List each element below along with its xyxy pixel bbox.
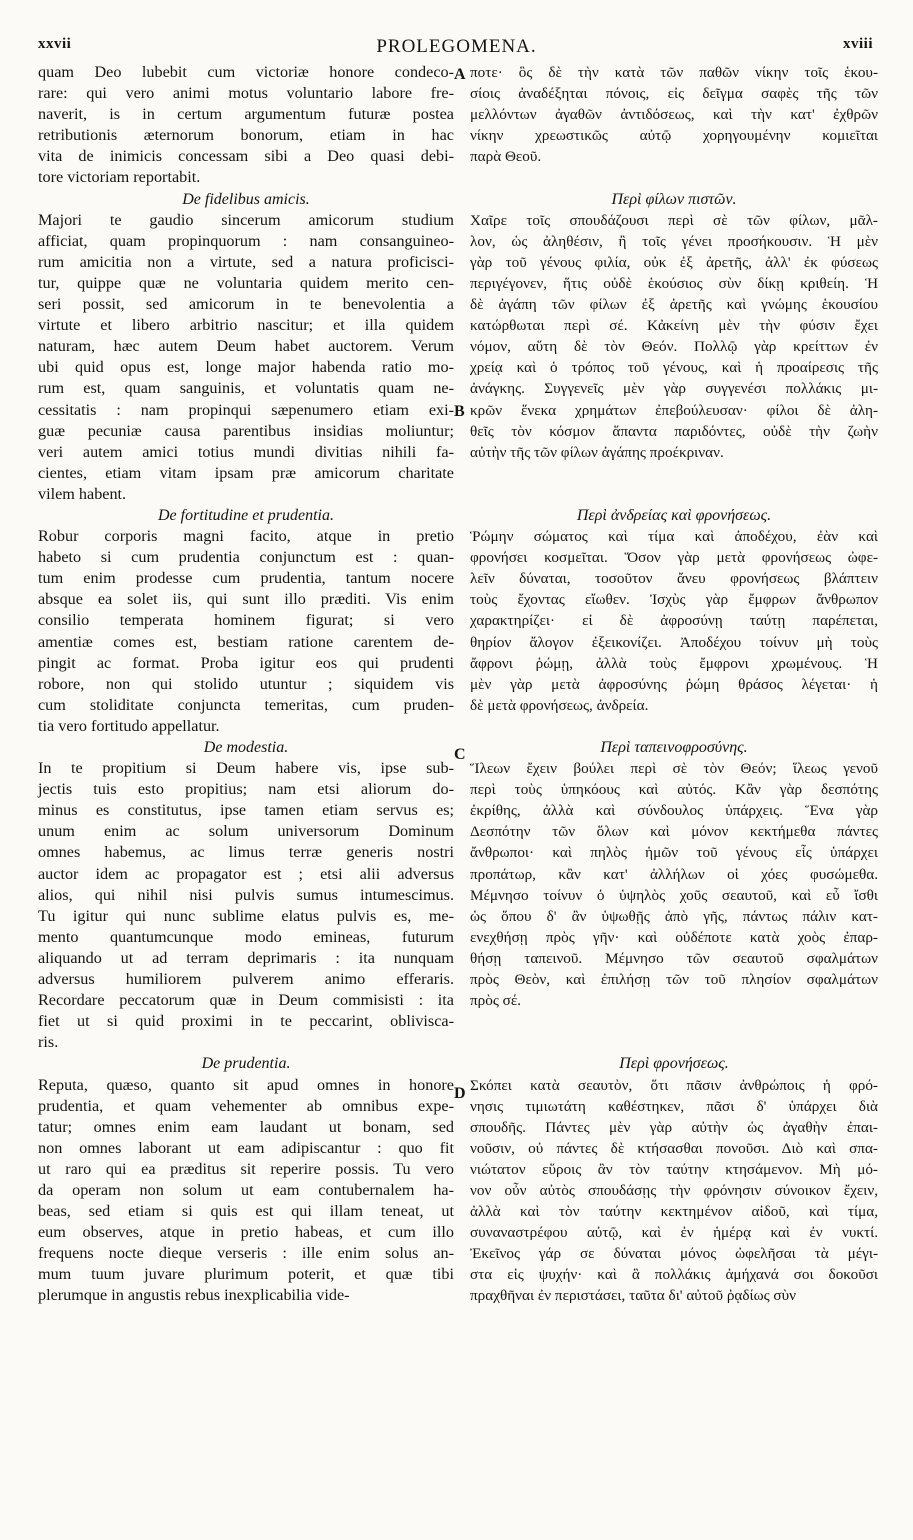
- text-line: guæ pecuniæ causa parentibus insidias moliuntur;: [38, 421, 454, 440]
- text-line: νοῦσιν, οὐ πάντες δὲ κτήσασθαι πονοῦσι. Διὸ καὶ σπα-: [470, 1139, 878, 1157]
- text-line: χαρακτηρίζει· εἰ δὲ ἀφροσύνῃ ταύτῃ παρέπεται,: [470, 612, 878, 630]
- text-line: habeto si cum prudentia conjunctum est : quan-: [38, 548, 454, 567]
- text-line: rum est, quam sanguinis, et voluntatis quam ne-: [38, 379, 454, 398]
- text-line: Δεσπότην τῶν ὅλων καὶ μόνον κεκτήμεθα πάντες: [470, 823, 878, 841]
- text-line: θήσῃ ταπεινοῦ. Μέμνησο τῶν σεαυτοῦ σφαλμάτων: [470, 949, 878, 967]
- section-heading: Περὶ φρονήσεως.: [619, 1055, 729, 1073]
- text-line: κρῶν ἕνεκα χρημάτων ἐπεβούλευσαν· φίλοι δὲ ἀλη-: [470, 401, 878, 419]
- text-line: πρὸς Θεὸν, καὶ ἐπιλήσῃ τῶν τοῦ πλησίον σφαλμάτων: [470, 971, 878, 989]
- section-heading: De prudentia.: [201, 1055, 291, 1073]
- section-gap: [470, 1011, 878, 1032]
- text-line: Tu igitur qui nunc sublime elatus pulvis es, me-: [38, 906, 454, 925]
- text-line: νίκην χρεωστικῶς αὐτῷ χορηγουμένην κομιεῖται: [470, 127, 878, 145]
- text-line: ἐκρίθης, ἀλλὰ καὶ σύνδουλος ὑπάρχεις. Ἕνα γὰρ: [470, 802, 878, 820]
- margin-marker-c: C: [454, 746, 466, 763]
- text-line: frequens nocte dieque verseris : ille enim solus an-: [38, 1244, 454, 1263]
- text-line: Μέμνησο τοίνυν ὁ ὑψηλὸς χοῦς σεαυτοῦ, καὶ εὖ ἴσθι: [470, 886, 878, 904]
- text-line: σίοις ἀναδέξηται πόνοις, εἰς δεῖγμα σαφὲς τῆς τῶν: [470, 85, 878, 103]
- text-line: mento quantumcunque modo emineas, futurum: [38, 927, 454, 946]
- text-line: ὡς ὅπου δ' ἂν ὑψωθῇς ἀπὸ γῆς, πάντως πάλιν κατ-: [470, 907, 878, 925]
- text-line: plerumque in angustis rebus inexplicabilia vide-: [38, 1286, 350, 1305]
- text-line: νησις τιμιωτάτη καθέστηκεν, πᾶσι δ' ὑπάρχει διὰ: [470, 1097, 878, 1115]
- text-line: adversus humiliorem pulverem animo efferaris.: [38, 970, 454, 989]
- section-heading: Περὶ ἀνδρείας καὶ φρονήσεως.: [576, 506, 772, 524]
- section-heading: Περὶ ταπεινοφροσύνης.: [600, 739, 748, 756]
- text-line: συναναστρέφου αὐτῷ, καὶ ἐν ἡμέρᾳ καὶ ἐν νυκτί.: [470, 1224, 878, 1242]
- greek-column: [470, 62, 878, 1307]
- text-line: prudentia, et quam vehementer ab omnibus expe-: [38, 1096, 454, 1115]
- text-line: χρείᾳ καὶ ὁ τρόπος τοῦ γένους, καὶ ἡ προαίρεσις τῆς: [470, 359, 878, 377]
- text-line: παρὰ Θεοῦ.: [470, 148, 542, 166]
- text-line: μὲν γὰρ μετὰ ἀφροσύνης ῥώμη θράσος λέγεται· ἡ: [470, 675, 878, 693]
- text-line: ut raro qui ea præditus sit reperire possis. Tu vero: [38, 1159, 454, 1178]
- text-line: λεῖν δύναται, τοσοῦτον ἄνευ φρονήσεως βλάπτειν: [470, 570, 878, 588]
- text-line: absque ea solet iis, qui sunt illo præditi. Vis enim: [38, 590, 454, 609]
- page-number-right: xviii: [842, 36, 873, 52]
- text-line: alios, qui nihil nisi pulvis sumus intumescimus.: [38, 885, 454, 904]
- text-line: γὰρ τοῦ γένους φιλία, οὐκ ἐξ ἀρετῆς, ἀλλ' ἐκ φύσεως: [470, 253, 878, 271]
- text-line: Ἵλεων ἔχειν βούλει περὶ σὲ τὸν Θεόν; ἵλεως γενοῦ: [470, 760, 878, 778]
- text-line: aliquando ut ad terram deprimaris : ita nunquam: [38, 948, 454, 967]
- running-title: PROLEGOMENA.: [376, 36, 537, 57]
- text-line: tore victoriam reportabit.: [38, 168, 201, 187]
- text-line: afficiat, quam propinquorum : nam consanguineo-: [38, 231, 454, 250]
- section-heading: Περὶ φίλων πιστῶν.: [611, 190, 737, 208]
- text-line: tia vero fortitudo appellatur.: [38, 716, 220, 735]
- text-line: φρονήσει κοσμεῖται. Ὅσον γὰρ μετὰ φρονήσεως ὠφε-: [470, 549, 878, 567]
- text-line: In te propitium si Deum habere vis, ipse sub-: [38, 759, 454, 778]
- text-line: amentiæ comes est, bestiam ratione carentem de-: [38, 632, 454, 651]
- text-line: ἄφρονι ῥώμῃ, ἀλλὰ τοὺς ἔμφρονι χρωμένους. Ἡ: [470, 654, 878, 672]
- text-line: στα εἰς ψυχήν· καὶ ἃ πολλάκις ἀμήχανά σοι δοκοῦσι: [470, 1266, 878, 1284]
- section-gap: [470, 167, 878, 188]
- text-line: Robur corporis magni facito, atque in pretio: [38, 527, 454, 546]
- text-line: ποτε· ὃς δὲ τὴν κατὰ τῶν παθῶν νίκην τοῖς ἑκου-: [470, 64, 878, 81]
- text-line: πραχθῆναι ἐν περιστάσει, ταῦτα δι' αὐτοῦ ῥᾳδίως σὺν: [470, 1287, 796, 1305]
- text-line: auctor idem ac propagator est ; etsi alii adversus: [38, 864, 454, 883]
- text-line: ubi quid opus est, longe major habenda ratio mo-: [38, 358, 454, 377]
- text-line: cum stoliditate conjuncta temeritas, cum pruden-: [38, 695, 454, 714]
- text-line: νιώτατον εὕροις ἂν τὸν ταύτην κτησάμενον. Μὴ μό-: [470, 1160, 878, 1178]
- text-line: νόμον, αὕτη δὲ τὸν Θεόν. Πολλῷ γὰρ κρείττων ἐν: [470, 338, 878, 356]
- text-line: τοὺς ἔχοντας εἴωθεν. Ἰσχὺς γὰρ ἔμφρων ἄνθρωπον: [470, 591, 878, 609]
- margin-marker-a: A: [454, 66, 466, 83]
- text-line: ris.: [38, 1033, 59, 1052]
- text-line: Χαῖρε τοῖς σπουδάζουσι περὶ σὲ τῶν φίλων, μᾶλ-: [470, 211, 878, 229]
- text-line: αὐτὴν τῆς τῶν φίλων ἀγάπης προέκριναν.: [470, 443, 724, 461]
- text-line: vita de inimicis concessam sibi a Deo quasi debi-: [38, 147, 454, 166]
- text-line: λον, ὡς ἀληθέσιν, ἢ τοῖς γένει προσήκουσιν. Ἡ μὲν: [470, 232, 878, 250]
- text-line: περιγέγονεν, ἥτις οὐδὲ ἑκούσιος σὺν δίκῃ κριθείη. Ἡ: [470, 274, 878, 292]
- text-line: veri autem amici totius mundi divitias nihili fa-: [38, 442, 454, 461]
- section-gap: [470, 484, 878, 505]
- text-line: beas, sed etiam si quis est qui illam teneat, ut: [38, 1202, 454, 1221]
- text-line: unum enim ac solum universorum Dominum: [38, 822, 454, 841]
- section-gap: [470, 716, 878, 737]
- text-line: robore, non qui stolido utuntur ; siquidem vis: [38, 674, 454, 693]
- text-line: non omnes laborant ut eam adipiscantur : quo fit: [38, 1138, 454, 1157]
- text-line: μελλόντων ἀγαθῶν ἀντιδόσεως, καὶ τὴν κατ' ἐχθρῶν: [470, 106, 878, 124]
- text-line: mum tuum juvare plurimum poterit, et quæ tibi: [38, 1265, 454, 1284]
- text-line: quam Deo lubebit cum victoriæ honore condeco-: [38, 63, 454, 81]
- section-gap: [470, 1032, 878, 1053]
- text-line: eum observes, atque in pretio habeas, et cum illo: [38, 1223, 454, 1242]
- text-line: minus es constitutus, ipse tamen etiam servus es;: [38, 801, 454, 820]
- text-line: νον οὖν αὐτὸς σπουδάσῃς τὴν φρόνησιν σύνοικον ἔχειν,: [470, 1181, 878, 1199]
- section-heading: De modestia.: [203, 739, 289, 756]
- text-line: δὲ ἀγάπη τῶν φίλων ἐξ ἀρετῆς καὶ γνώμης ἑκουσίου: [470, 296, 878, 314]
- latin-column: [38, 62, 454, 1307]
- section-heading: De fidelibus amicis.: [182, 190, 310, 208]
- text-line: fiet ut si quid proximi in te peccarint, oblivisca-: [38, 1012, 454, 1031]
- text-line: Ῥώμην σώματος καὶ τίμα καὶ ἀποδέχου, ἐὰν καὶ: [470, 528, 878, 546]
- text-line: προπάτωρ, κἂν κατ' ἀλλήλων οἱ χόες φυσώμεθα.: [470, 865, 878, 883]
- margin-marker-b: B: [454, 403, 465, 420]
- text-line: tatur; omnes enim eam laudant ut bonam, sed: [38, 1117, 454, 1136]
- text-line: naverit, is in certum argumentum futuræ postea: [38, 105, 454, 124]
- text-line: ἀνάγκης. Συγγενεῖς μὲν γὰρ συγγενέσι πολλάκις μι-: [470, 380, 878, 398]
- text-line: ἀλλὰ καὶ τὸν ταύτην κεκτημένον αἰδοῦ, καὶ τίμα,: [470, 1203, 878, 1221]
- section-gap: [470, 463, 878, 484]
- text-line: περὶ τοὺς ὑπηκόους καὶ αὐτός. Κἂν γὰρ δεσπότης: [470, 781, 878, 799]
- text-line: omnes habemus, ac limus terræ generis nostri: [38, 843, 454, 862]
- text-line: jectis tuis esto propitius; nam etsi aliorum do-: [38, 780, 454, 799]
- text-line: rum amicitia non a virtute, sed a natura proficisci-: [38, 252, 454, 271]
- text-line: da operam non solum ut eam contubernalem ha-: [38, 1180, 454, 1199]
- text-line: Majori te gaudio sincerum amicorum studium: [38, 210, 454, 229]
- text-line: rare: qui vero animi motus voluntario labore fre-: [38, 84, 454, 103]
- text-line: θεῖς τὸν κόσμον ἅπαντα παριδόντες, οὐδὲ τὴν ζωὴν: [470, 422, 878, 440]
- text-line: seri possit, sed amicorum in te benevolentia a: [38, 295, 454, 314]
- text-line: tur, quippe quæ ne voluntaria quidem merito cen-: [38, 273, 454, 292]
- margin-marker-d: D: [454, 1085, 466, 1102]
- text-line: pingit ac format. Proba igitur eos qui prudenti: [38, 653, 454, 672]
- page-number-left: xxvii: [38, 36, 72, 52]
- text-line: vilem habent.: [38, 484, 127, 503]
- text-line: virtute et libero arbitrio nascitur; et illa quidem: [38, 316, 454, 335]
- text-line: σπουδῆς. Πάντες μὲν γὰρ αὐτὴν ὡς ἀγαθὴν ἐπαι-: [470, 1118, 878, 1136]
- text-line: Ἐκεῖνος γάρ σε δύναται μόνος ὠφελῆσαι τὰ μέγι-: [470, 1245, 878, 1263]
- text-line: Recordare peccatorum quæ in Deum commisisti : ita: [38, 991, 454, 1010]
- text-line: δὲ μετὰ φρονήσεως, ἀνδρεία.: [470, 696, 649, 714]
- text-line: consilio temperata hominem figurat; si vero: [38, 611, 454, 630]
- text-line: θηρίον ἄλογον ἐξεικονίζει. Ἀποδέχου τοίνυν μὴ τοὺς: [470, 633, 878, 651]
- text-line: retributionis æternorum bonorum, etiam in hac: [38, 126, 454, 145]
- text-line: Reputa, quæso, quanto sit apud omnes in honore: [38, 1075, 454, 1094]
- text-line: κατώρθωται περὶ σέ. Κἀκείνη μὲν τὴν φύσιν ἔχει: [470, 317, 878, 335]
- section-heading: De fortitudine et prudentia.: [158, 506, 334, 524]
- text-line: tum enim prodesse cum prudentia, tantum nocere: [38, 569, 454, 588]
- text-line: ενεχθήσῃ πρὸς γῆν· καὶ οὐδέποτε κατὰ χοὸς ἐπαρ-: [470, 928, 878, 946]
- text-line: ἄνθρωποι· καὶ πηλὸς ἡμῶν τοῦ γένους εἷς ὑπάρχει: [470, 844, 878, 862]
- text-line: naturam, hæc autem Deum habet auctorem. Verum: [38, 337, 454, 356]
- text-line: Σκόπει κατὰ σεαυτὸν, ὅτι πᾶσιν ἀνθρώποις ἡ φρό-: [470, 1076, 878, 1094]
- text-line: cientes, etiam vitam ipsam præ amicorum charitate: [38, 463, 454, 482]
- text-line: πρὸς σέ.: [470, 992, 522, 1010]
- text-line: cessitatis : nam propinqui sæpenumero etiam exi-: [38, 400, 454, 419]
